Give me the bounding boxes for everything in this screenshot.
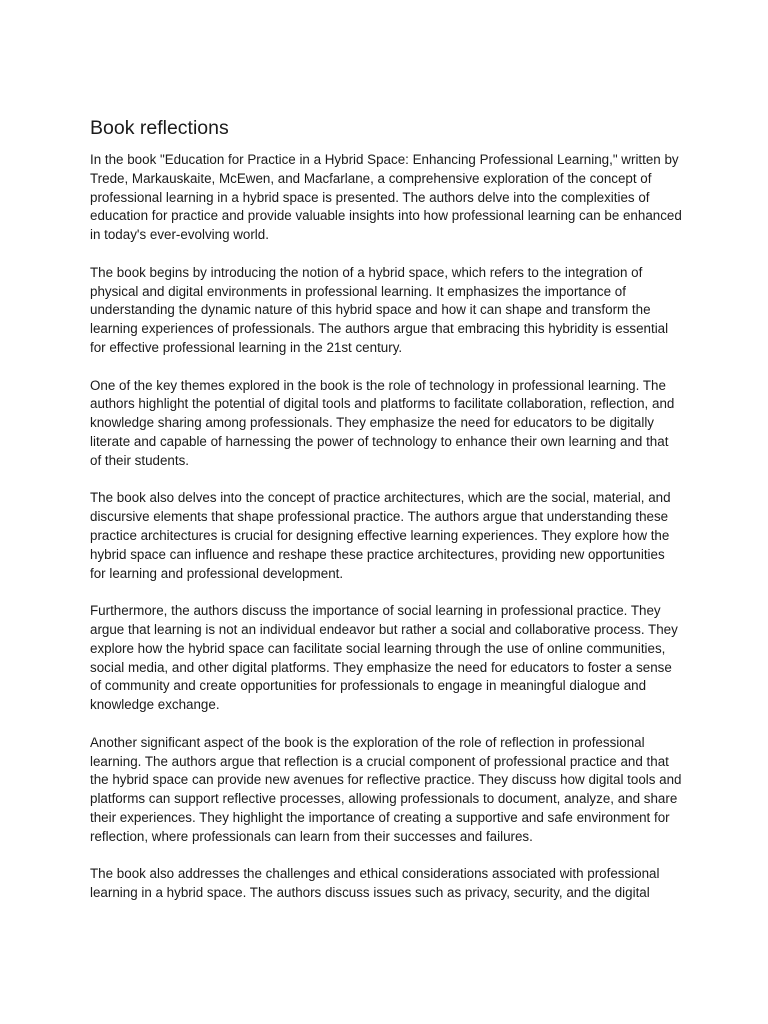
- paragraph-6: Another significant aspect of the book is the exploration of the role of reflection in professional learning. The authors argue that reflection is a crucial component of professional practice and that the hybrid space can provide new avenues for reflective practice. They discuss how digital tools and platforms can support reflective processes, allowing professionals to document, analyze, and share their experiences. They highlight the importance of creating a supportive and safe environment for reflection, where professionals can learn from their successes and failures.: [90, 734, 682, 844]
- paragraph-2: The book begins by introducing the notion of a hybrid space, which refers to the integration of physical and digital environments in professional learning. It emphasizes the importance of understanding the dynamic nature of this hybrid space and how it can shape and transform the learning experiences of professionals. The authors argue that embracing this hybridity is essential for effective professional learning in the 21st century.: [90, 264, 669, 355]
- document-page: [90, 115, 682, 922]
- document-title: Book reflections: [90, 117, 229, 139]
- paragraph-1: In the book "Education for Practice in a Hybrid Space: Enhancing Professional Learning," written by Trede, Markauskaite, McEwen, and Macfarlane, a comprehensive exploration of the concept of professional learning in a hybrid space is presented. The authors delve into the complexities of education for practice and provide valuable insights into how professional learning can be enhanced in today's ever-evolving world.: [90, 152, 682, 243]
- paragraph-4: The book also delves into the concept of practice architectures, which are the social, material, and discursive elements that shape professional practice. The authors argue that understanding these practice architectures is crucial for designing effective learning experiences. They explore how the hybrid space can influence and reshape these practice architectures, providing new opportunities for learning and professional development.: [90, 490, 671, 581]
- paragraph-5: Furthermore, the authors discuss the importance of social learning in professional practice. They argue that learning is not an individual endeavor but rather a social and collaborative process. They explore how the hybrid space can facilitate social learning through the use of online communities, social media, and other digital platforms. They emphasize the need for educators to foster a sense of community and create opportunities for professionals to engage in meaningful dialogue and knowledge exchange.: [90, 603, 678, 713]
- paragraph-7: The book also addresses the challenges and ethical considerations associated with professional learning in a hybrid space. The authors discuss issues such as privacy, security, and the digital: [90, 866, 660, 901]
- paragraph-3: One of the key themes explored in the book is the role of technology in professional learning. The authors highlight the potential of digital tools and platforms to facilitate collaboration, reflection, and knowledge sharing among professionals. They emphasize the need for educators to be digitally literate and capable of harnessing the power of technology to enhance their own learning and that of their students.: [90, 377, 675, 468]
